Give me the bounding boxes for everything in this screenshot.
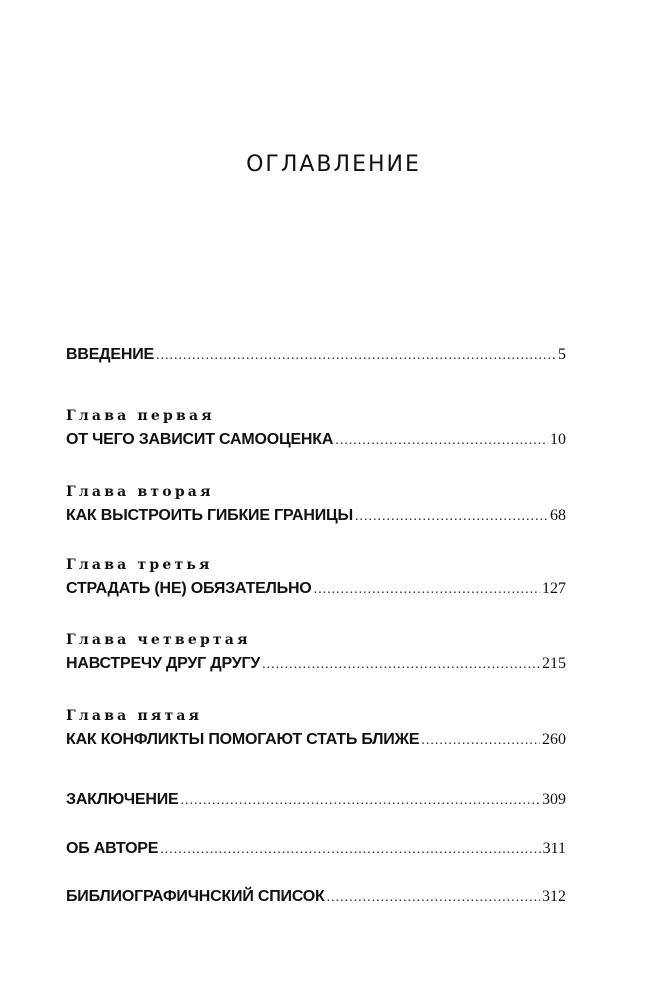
toc-entry-page-number: 68 [550,507,566,524]
chapter-label-2: Глава вторая [66,484,214,500]
toc-entry-title: СТРАДАТЬ (НЕ) ОБЯЗАТЕЛЬНО [66,580,312,597]
dot-leader [355,509,548,525]
page-title: ОГЛАВЛЕНИЕ [246,152,421,177]
toc-entry-title: НАВСТРЕЧУ ДРУГ ДРУГУ [66,655,261,672]
dot-leader [421,733,540,749]
toc-entry-chapter-5[interactable] [66,731,566,749]
toc-entry-chapter-1[interactable] [66,431,566,449]
chapter-label-5: Глава пятая [66,708,203,724]
toc-entry-page-number: 215 [542,655,566,672]
toc-entry-page-number: 312 [542,888,566,905]
toc-entry-page-number: 260 [542,731,566,748]
toc-entry-page-number: 309 [542,791,566,808]
toc-entry-about-author[interactable] [66,840,566,858]
toc-entry-chapter-4[interactable] [66,655,566,673]
dot-leader [160,842,540,858]
dot-leader [262,657,540,673]
dot-leader [335,433,548,449]
dot-leader [314,582,540,598]
dot-leader [156,348,556,364]
dot-leader [327,890,540,906]
chapter-label-1: Глава первая [66,408,215,424]
chapter-label-3: Глава третья [66,557,213,573]
toc-entry-title: ВВЕДЕНИЕ [66,346,154,363]
toc-entry-chapter-3[interactable] [66,580,566,598]
toc-entry-title: КАК КОНФЛИКТЫ ПОМОГАЮТ СТАТЬ БЛИЖЕ [66,731,420,748]
toc-entry-title: БИБЛИОГРАФИЧНСКИЙ СПИСОК [66,888,325,905]
toc-entry-bibliography[interactable] [66,888,566,906]
toc-entry-title: ОТ ЧЕГО ЗАВИСИТ САМООЦЕНКА [66,431,334,448]
toc-entry-page-number: 127 [542,580,566,597]
toc-entry-title: КАК ВЫСТРОИТЬ ГИБКИЕ ГРАНИЦЫ [66,507,353,524]
toc-entry-conclusion[interactable] [66,791,566,809]
toc-entry-title: ОБ АВТОРЕ [66,840,159,857]
toc-entry-introduction[interactable] [66,346,566,364]
toc-entry-page-number: 5 [558,346,566,363]
chapter-label-4: Глава четвертая [66,632,251,648]
toc-entry-title: ЗАКЛЮЧЕНИЕ [66,791,179,808]
toc-entry-page-number: 10 [550,431,566,448]
toc-entry-page-number: 311 [542,840,566,857]
dot-leader [181,793,540,809]
toc-entry-chapter-2[interactable] [66,507,566,525]
